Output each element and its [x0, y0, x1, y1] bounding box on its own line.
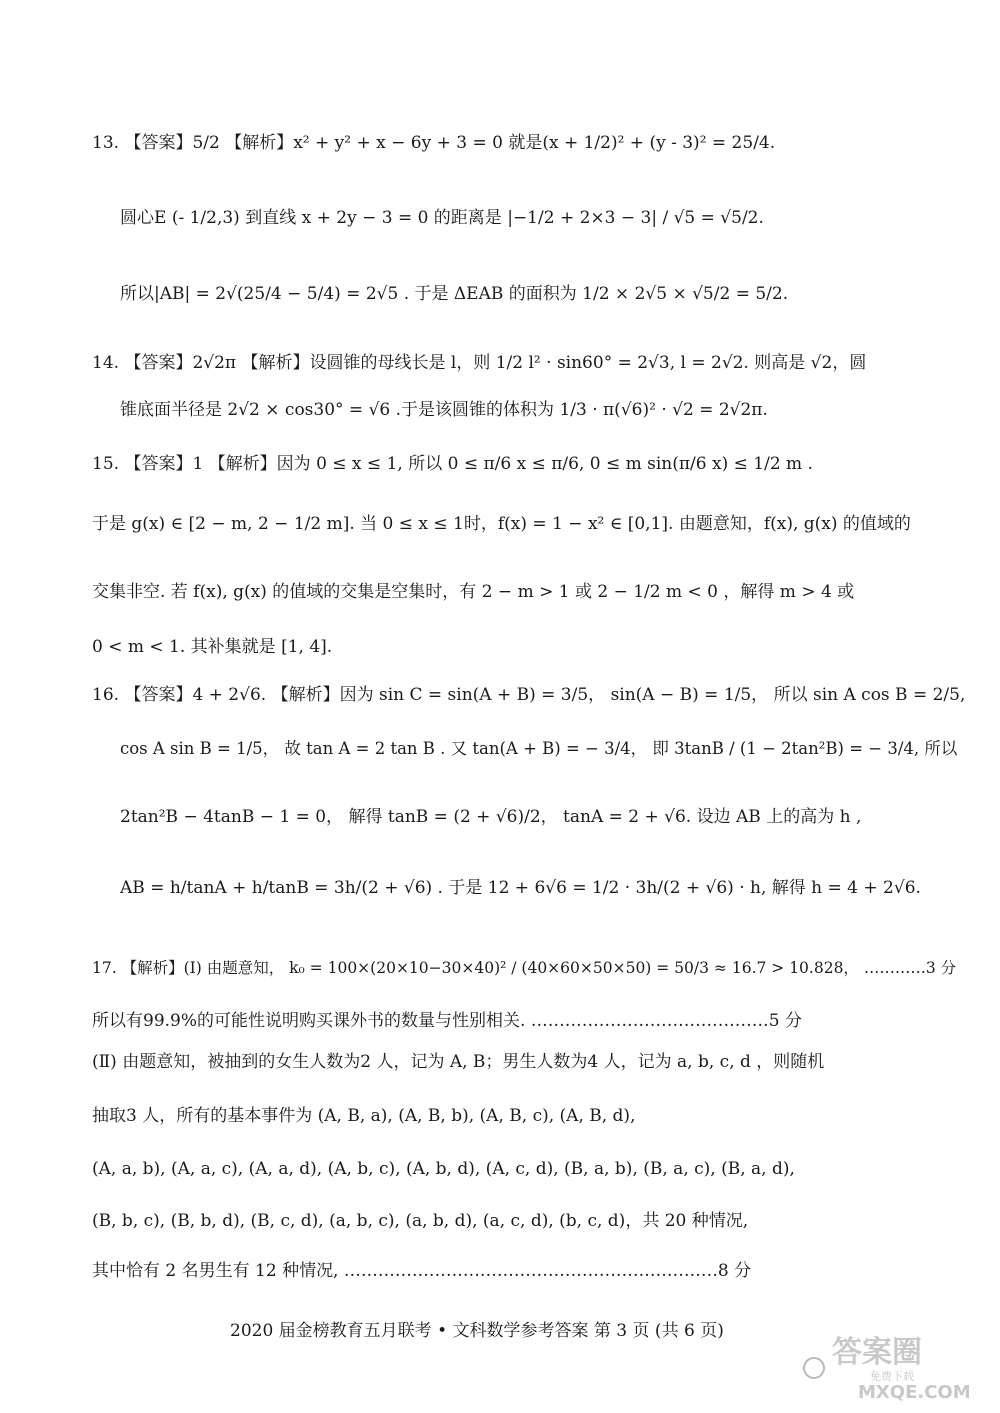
q15-line3: 交集非空. 若 f(x), g(x) 的值域的交集是空集时，有 2 − m > 1 或 2 − 1/2 m < 0 ，解得 m > 4 或 [92, 582, 855, 602]
q17-line3: (Ⅱ) 由题意知，被抽到的女生人数为2 人，记为 A, B；男生人数为4 人，记为 a, b, c, d ，则随机 [92, 1052, 825, 1072]
watermark-small-text: 免费下载 [870, 1370, 914, 1383]
q16-line3: 2tan²B − 4tanB − 1 = 0， 解得 tanB = (2 + √6)/2， tanA = 2 + √6. 设边 AB 上的高为 h , [120, 807, 862, 827]
q17-line6: (B, b, c), (B, b, d), (B, c, d), (a, b, c), (a, b, d), (a, c, d), (b, c, d)，共 20 种情况, [92, 1211, 749, 1231]
page-footer: 2020 届金榜教育五月联考 • 文科数学参考答案 第 3 页 (共 6 页) [230, 1321, 724, 1341]
q17-line1: 17. 【解析】(Ⅰ) 由题意知， k₀ = 100×(20×10−30×40)² / (40×60×50×50) = 50/3 ≈ 16.7 > 10.828， …………3 分 [92, 959, 957, 977]
q17-line4: 抽取3 人，所有的基本事件为 (A, B, a), (A, B, b), (A, B, c), (A, B, d), [92, 1106, 636, 1126]
q15-line1: 15. 【答案】1 【解析】因为 0 ≤ x ≤ 1, 所以 0 ≤ π/6 x ≤ π/6, 0 ≤ m sin(π/6 x) ≤ 1/2 m . [92, 454, 813, 474]
watermark-bottom-text: MXQE.COM [858, 1382, 971, 1402]
q13-line2: 圆心E (- 1/2,3) 到直线 x + 2y − 3 = 0 的距离是 |−1/2 + 2×3 − 3| / √5 = √5/2. [120, 208, 764, 228]
q14-line2: 锥底面半径是 2√2 × cos30° = √6 .于是该圆锥的体积为 1/3 · π(√6)² · √2 = 2√2π. [120, 400, 768, 420]
q16-line4: AB = h/tanA + h/tanB = 3h/(2 + √6) . 于是 12 + 6√6 = 1/2 · 3h/(2 + √6) · h, 解得 h = 4 + 2√6. [120, 878, 921, 898]
q17-line7: 其中恰有 2 名男生有 12 种情况, …………………………………………………………8 分 [92, 1261, 752, 1281]
q15-line4: 0 < m < 1. 其补集就是 [1, 4]. [92, 637, 333, 657]
q17-line5: (A, a, b), (A, a, c), (A, a, d), (A, b, c), (A, b, d), (A, c, d), (B, a, b), (B, a, c), (B, a, d), [92, 1159, 795, 1179]
q13-line3: 所以|AB| = 2√(25/4 − 5/4) = 2√5 . 于是 ΔEAB 的面积为 1/2 × 2√5 × √5/2 = 5/2. [120, 284, 789, 304]
watermark-icon [800, 1322, 990, 1402]
q13-line1: 13. 【答案】5/2 【解析】x² + y² + x − 6y + 3 = 0 就是(x + 1/2)² + (y - 3)² = 25/4. [92, 133, 776, 153]
q16-line2: cos A sin B = 1/5， 故 tan A = 2 tan B . 又 tan(A + B) = − 3/4， 即 3tanB / (1 − 2tan²B) = − 3/4, 所以 [120, 739, 958, 758]
q16-line1: 16. 【答案】4 + 2√6. 【解析】因为 sin C = sin(A + B) = 3/5， sin(A − B) = 1/5， 所以 sin A cos B = 2/5, [92, 685, 966, 705]
q14-line1: 14. 【答案】2√2π 【解析】设圆锥的母线长是 l，则 1/2 l² · sin60° = 2√3, l = 2√2. 则高是 √2，圆 [92, 353, 867, 373]
q15-line2: 于是 g(x) ∈ [2 − m, 2 − 1/2 m]. 当 0 ≤ x ≤ 1时，f(x) = 1 − x² ∈ [0,1]. 由题意知，f(x), g(x) 的值域的 [92, 514, 911, 534]
watermark-logo [800, 1322, 990, 1402]
watermark-top-text: 答案圈 [832, 1335, 922, 1370]
q17-line2: 所以有99.9%的可能性说明购买课外书的数量与性别相关. ……………………………………5 分 [92, 1011, 803, 1031]
